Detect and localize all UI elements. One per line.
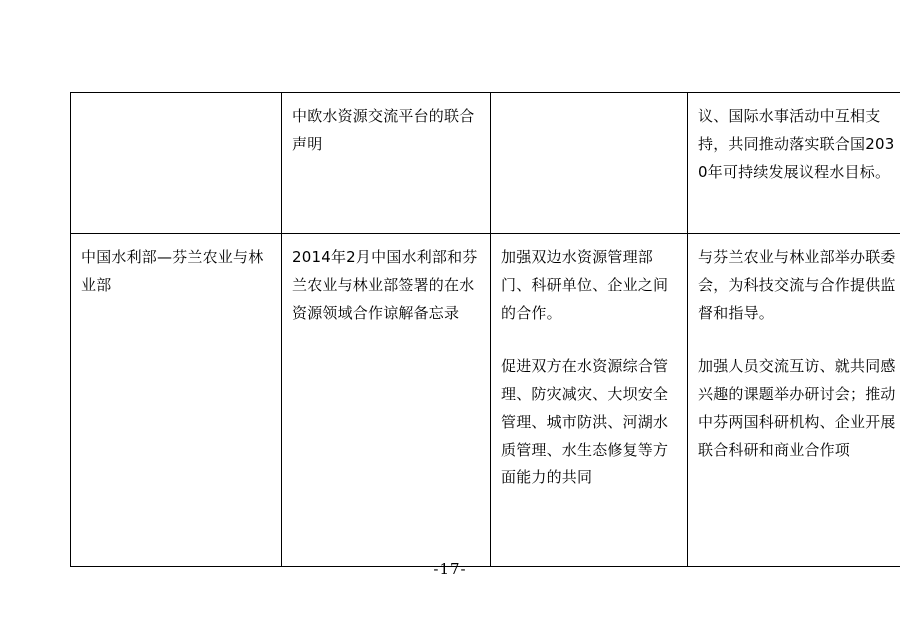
cell-paragraph: 中国水利部—芬兰农业与林业部 — [81, 248, 264, 294]
table-cell-agreement — [282, 234, 491, 567]
table-cell-party — [71, 93, 282, 234]
cell-paragraph: 加强双边水资源管理部门、科研单位、企业之间的合作。 — [501, 248, 669, 322]
table-cell-content — [491, 93, 688, 234]
table-cell-party — [71, 234, 282, 567]
table-cell-content — [491, 234, 688, 567]
cell-paragraph: 加强人员交流互访、就共同感兴趣的课题举办研讨会；推动中芬两国科研机构、企业开展联合科研和商业合作项 — [698, 357, 896, 459]
table-row — [71, 93, 900, 234]
table-cell-measures — [688, 234, 900, 567]
table-body — [71, 93, 900, 567]
table-cell-agreement — [282, 93, 491, 234]
cell-paragraph: 与芬兰农业与林业部举办联委会，为科技交流与合作提供监督和指导。 — [698, 248, 896, 322]
agreements-table — [70, 92, 900, 567]
page-number: -17- — [433, 560, 467, 578]
cell-paragraph: 议、国际水事活动中互相支持，共同推动落实联合国2030年可持续发展议程水目标。 — [698, 107, 895, 181]
cell-paragraph: 中欧水资源交流平台的联合声明 — [292, 107, 475, 153]
table-row — [71, 234, 900, 567]
cell-paragraph: 促进双方在水资源综合管理、防灾减灾、大坝安全管理、城市防洪、河湖水质管理、水生态修复等方面能力的共同 — [501, 357, 669, 487]
table-cell-measures — [688, 93, 900, 234]
cell-paragraph: 2014年2月中国水利部和芬兰农业与林业部签署的在水资源领域合作谅解备忘录 — [292, 248, 478, 322]
